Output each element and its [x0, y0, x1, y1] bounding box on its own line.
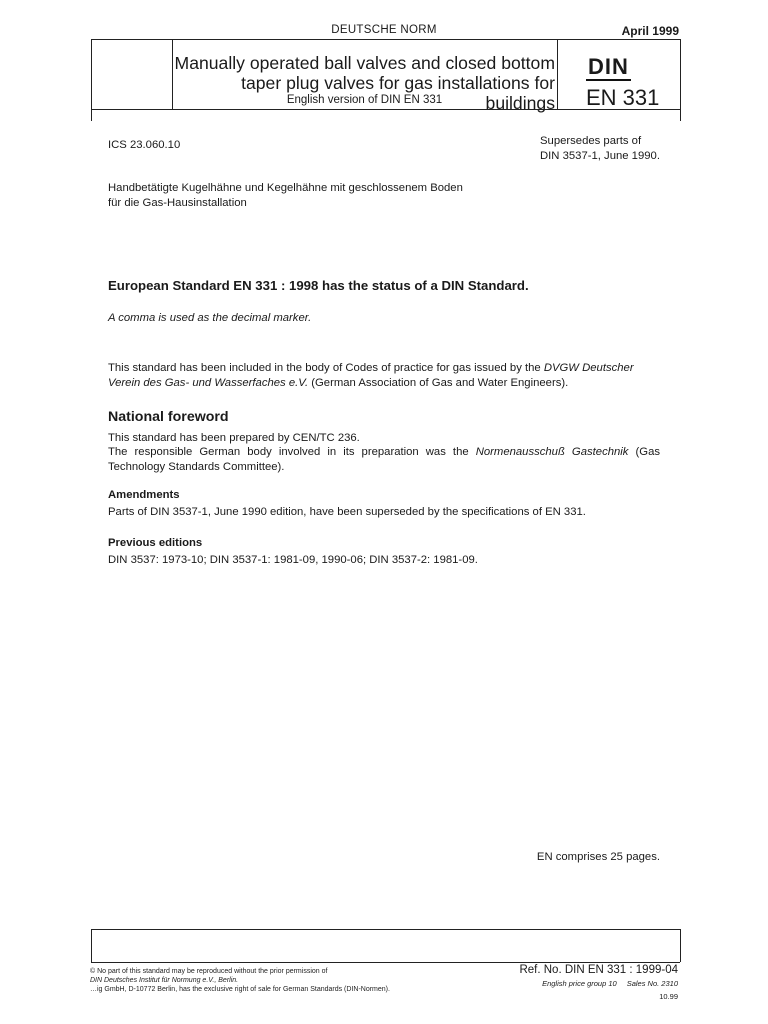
decimal-marker-note: A comma is used as the decimal marker.	[108, 312, 312, 324]
price-group: English price group 10	[542, 979, 617, 988]
supersedes-line-1: Supersedes parts of	[540, 135, 642, 147]
footer-bottom-rule	[91, 962, 680, 963]
responsible-text-end: (Gas Technology Standards Committee).	[108, 446, 661, 473]
sales-number: Sales No. 2310	[626, 979, 678, 988]
status-statement: European Standard EN 331 : 1998 has the status of a DIN Standard.	[108, 278, 529, 293]
frame-right-rule	[680, 39, 681, 121]
amendments-heading: Amendments	[108, 489, 180, 501]
copyright-line-3: …ig GmbH, D-10772 Berlin, has the exclusive right of sale for German Standards (DIN-Normen).	[90, 986, 390, 993]
inclusion-text-end: (German Association of Gas and Water Engineers).	[308, 377, 569, 389]
inclusion-text-start: This standard has been included in the body of Codes of practice for gas issued by the	[108, 362, 544, 374]
amendments-text: Parts of DIN 3537-1, June 1990 edition, have been superseded by the specifications of EN 331.	[108, 506, 586, 518]
frame-divider-left	[172, 39, 173, 109]
document-subtitle: English version of DIN EN 331	[286, 94, 443, 106]
norm-label: DEUTSCHE NORM	[331, 24, 437, 36]
responsible-body-paragraph	[108, 445, 660, 475]
footer-left-rule	[91, 929, 92, 962]
copyright-notice	[90, 967, 510, 994]
title-line-1: Manually operated ball valves and closed bottom	[174, 53, 555, 73]
responsible-committee: Normenausschuß Gastechnik	[475, 446, 629, 458]
din-logo: DIN	[588, 54, 629, 79]
copyright-line-2: DIN Deutsches Institut für Normung e.V., Berlin.	[90, 977, 239, 984]
previous-editions-text: DIN 3537: 1973-10; DIN 3537-1: 1981-09, 1990-06; DIN 3537-2: 1981-09.	[108, 554, 478, 566]
issue-code: 10.99	[659, 992, 678, 1001]
german-title-line-1: Handbetätigte Kugelhähne und Kegelhähne mit geschlossenem Boden	[108, 182, 463, 194]
reference-number: Ref. No. DIN EN 331 : 1999-04	[519, 964, 678, 976]
title-block-top-rule	[91, 39, 680, 40]
page-count-note: EN comprises 25 pages.	[536, 851, 660, 863]
supersedes-line-2: DIN 3537-1, June 1990.	[540, 149, 660, 162]
prepared-by-text: This standard has been prepared by CEN/TC 236.	[108, 432, 360, 444]
title-line-2: taper plug valves for gas installations for buildings	[241, 73, 555, 113]
national-foreword-heading: National foreword	[108, 409, 229, 425]
ics-code: ICS 23.060.10	[108, 139, 181, 151]
supersedes-note	[540, 134, 660, 163]
german-title-line-2: für die Gas-Hausinstallation	[108, 196, 247, 209]
previous-editions-heading: Previous editions	[108, 537, 203, 549]
dvgw-inclusion-paragraph	[108, 361, 660, 391]
responsible-text-start: The responsible German body involved in its preparation was the	[108, 446, 476, 458]
footer-right-rule	[680, 929, 681, 962]
price-info	[542, 979, 678, 988]
frame-divider-right	[557, 39, 558, 109]
publication-date: April 1999	[621, 24, 679, 38]
standard-number: EN 331	[586, 85, 660, 110]
german-title	[108, 181, 463, 210]
footer-top-rule	[91, 929, 680, 930]
copyright-line-1: © No part of this standard may be reproduced without the prior permission of	[90, 968, 328, 975]
dvgw-organisation: DVGW Deutscher Verein des Gas- und Wasserfaches e.V.	[108, 362, 634, 389]
